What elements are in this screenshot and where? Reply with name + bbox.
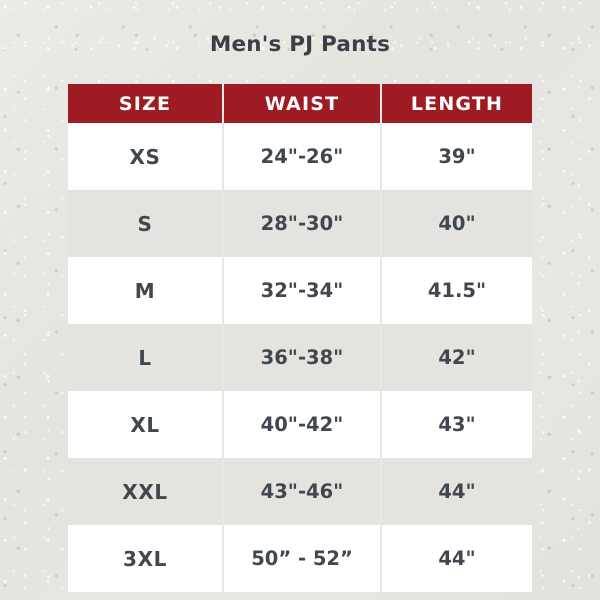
cell-length: 39" (381, 123, 532, 190)
cell-size: 3XL (68, 525, 223, 592)
cell-waist: 32"-34" (223, 257, 381, 324)
column-header-size: SIZE (68, 84, 223, 123)
size-chart-table-container (68, 84, 532, 592)
table-body (68, 123, 532, 592)
table-row (68, 525, 532, 592)
cell-waist: 24"-26" (223, 123, 381, 190)
table-row (68, 190, 532, 257)
cell-waist: 28"-30" (223, 190, 381, 257)
cell-length: 43" (381, 391, 532, 458)
page-title: Men's PJ Pants (209, 32, 391, 57)
cell-length: 41.5" (381, 257, 532, 324)
cell-size: S (68, 190, 223, 257)
cell-length: 42" (381, 324, 532, 391)
cell-size: M (68, 257, 223, 324)
cell-size: L (68, 324, 223, 391)
cell-size: XL (68, 391, 223, 458)
column-header-length: LENGTH (381, 84, 532, 123)
table-row (68, 324, 532, 391)
cell-length: 40" (381, 190, 532, 257)
cell-waist: 50” - 52” (223, 525, 381, 592)
table-row (68, 458, 532, 525)
cell-size: XXL (68, 458, 223, 525)
cell-waist: 36"-38" (223, 324, 381, 391)
cell-waist: 43"-46" (223, 458, 381, 525)
cell-length: 44" (381, 458, 532, 525)
table-header (68, 84, 532, 123)
table-row (68, 123, 532, 190)
table-header-row (68, 84, 532, 123)
cell-length: 44" (381, 525, 532, 592)
cell-waist: 40"-42" (223, 391, 381, 458)
table-row (68, 257, 532, 324)
column-header-waist: WAIST (223, 84, 381, 123)
size-chart-table (68, 84, 532, 592)
table-row (68, 391, 532, 458)
cell-size: XS (68, 123, 223, 190)
